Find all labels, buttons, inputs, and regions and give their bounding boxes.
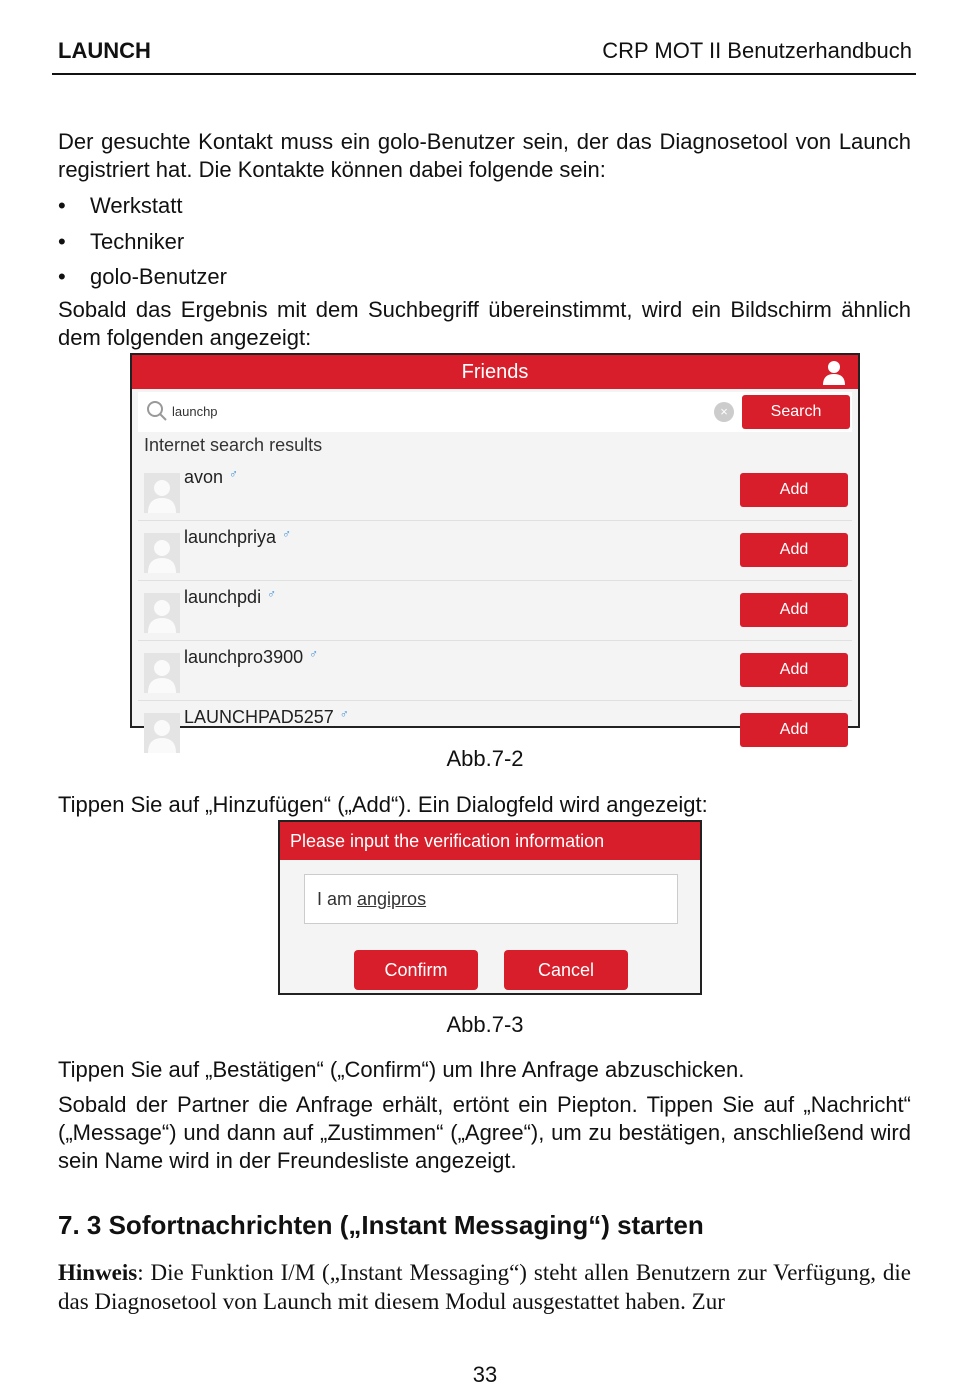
bullet-item <box>58 192 183 220</box>
bullet-label: golo-Benutzer <box>90 264 227 289</box>
search-input[interactable]: launchp <box>172 404 218 419</box>
male-icon: ♂ <box>229 467 239 481</box>
bullet-symbol: • <box>58 229 66 254</box>
avatar-icon <box>144 593 180 633</box>
section-heading: 7. 3 Sofortnachrichten („Instant Messaging“) starten <box>58 1210 704 1240</box>
friends-title-bar <box>132 355 858 389</box>
input-username: angipros <box>357 889 427 909</box>
confirm-button[interactable]: Confirm <box>354 950 478 990</box>
search-icon <box>146 400 168 422</box>
user-name: launchpriya <box>184 527 277 547</box>
friends-search-screenshot <box>130 353 860 738</box>
add-button[interactable]: Add <box>740 593 848 627</box>
add-button[interactable]: Add <box>740 533 848 567</box>
note-text: : Die Funktion I/M („Instant Messaging“) steht allen Benutzern zur Verfügung, die das Diagnosetool von Launch mit diesem Modul ausgestattet haben. Zur <box>58 1260 911 1314</box>
friends-title: Friends <box>461 361 529 383</box>
cancel-button[interactable]: Cancel <box>504 950 628 990</box>
user-name: launchpro3900 <box>184 647 304 667</box>
bullet-symbol: • <box>58 264 66 289</box>
user-name: avon <box>184 467 224 487</box>
add-button[interactable]: Add <box>740 473 848 507</box>
figure-caption: Abb.7-3 <box>446 1012 524 1037</box>
step-accept-paragraph: Sobald der Partner die Anfrage erhält, ertönt ein Piepton. Tippen Sie auf „Nachricht“ („Message“) und dann auf „Zustimmen“ („Agree“), um zu bestätigen, anschließend wird sein Name wird in der Freundesliste angezeigt. <box>58 1092 911 1173</box>
result-paragraph: Sobald das Ergebnis mit dem Suchbegriff übereinstimmt, wird ein Bildschirm ähnlich dem folgenden angezeigt: <box>58 297 911 350</box>
verification-dialog-screenshot <box>278 820 702 995</box>
avatar-icon <box>144 533 180 573</box>
list-item <box>132 581 858 641</box>
dialog-title: Please input the verification information <box>280 822 700 860</box>
male-icon: ♂ <box>309 647 319 661</box>
bullet-label: Techniker <box>90 229 185 254</box>
user-profile-icon[interactable] <box>822 359 846 385</box>
bullet-item <box>58 228 184 256</box>
header-divider <box>52 73 916 75</box>
male-icon: ♂ <box>282 527 292 541</box>
user-name: LAUNCHPAD5257 <box>184 707 334 727</box>
verification-input[interactable] <box>304 874 678 924</box>
add-button[interactable]: Add <box>740 713 848 747</box>
search-bar <box>138 392 852 432</box>
header-brand: LAUNCH <box>58 38 151 63</box>
step-add-paragraph: Tippen Sie auf „Hinzufügen“ („Add“). Ein Dialogfeld wird angezeigt: <box>58 792 708 817</box>
results-label: Internet search results <box>144 435 323 455</box>
header-manual-title: CRP MOT II Benutzerhandbuch <box>602 38 912 63</box>
add-button[interactable]: Add <box>740 653 848 687</box>
figure-caption: Abb.7-2 <box>446 746 524 771</box>
bullet-item <box>58 263 227 291</box>
list-item <box>132 461 858 521</box>
clear-icon[interactable]: × <box>714 402 734 422</box>
input-prefix: I am <box>317 889 358 909</box>
list-item <box>132 641 858 701</box>
step-confirm-paragraph: Tippen Sie auf „Bestätigen“ („Confirm“) um Ihre Anfrage abzuschicken. <box>58 1057 745 1082</box>
page-number: 33 <box>472 1362 498 1387</box>
bullet-label: Werkstatt <box>90 193 183 218</box>
note-label: Hinweis <box>58 1260 138 1285</box>
avatar-icon <box>144 653 180 693</box>
bullet-symbol: • <box>58 193 66 218</box>
avatar-icon <box>144 473 180 513</box>
male-icon: ♂ <box>267 587 277 601</box>
search-button[interactable]: Search <box>742 395 850 429</box>
user-name: launchpdi <box>184 587 262 607</box>
note-paragraph <box>58 1258 911 1316</box>
intro-paragraph: Der gesuchte Kontakt muss ein golo-Benutzer sein, der das Diagnosetool von Launch registriert hat. Die Kontakte können dabei folgende sein: <box>58 129 911 182</box>
male-icon: ♂ <box>339 707 349 721</box>
list-item <box>132 521 858 581</box>
